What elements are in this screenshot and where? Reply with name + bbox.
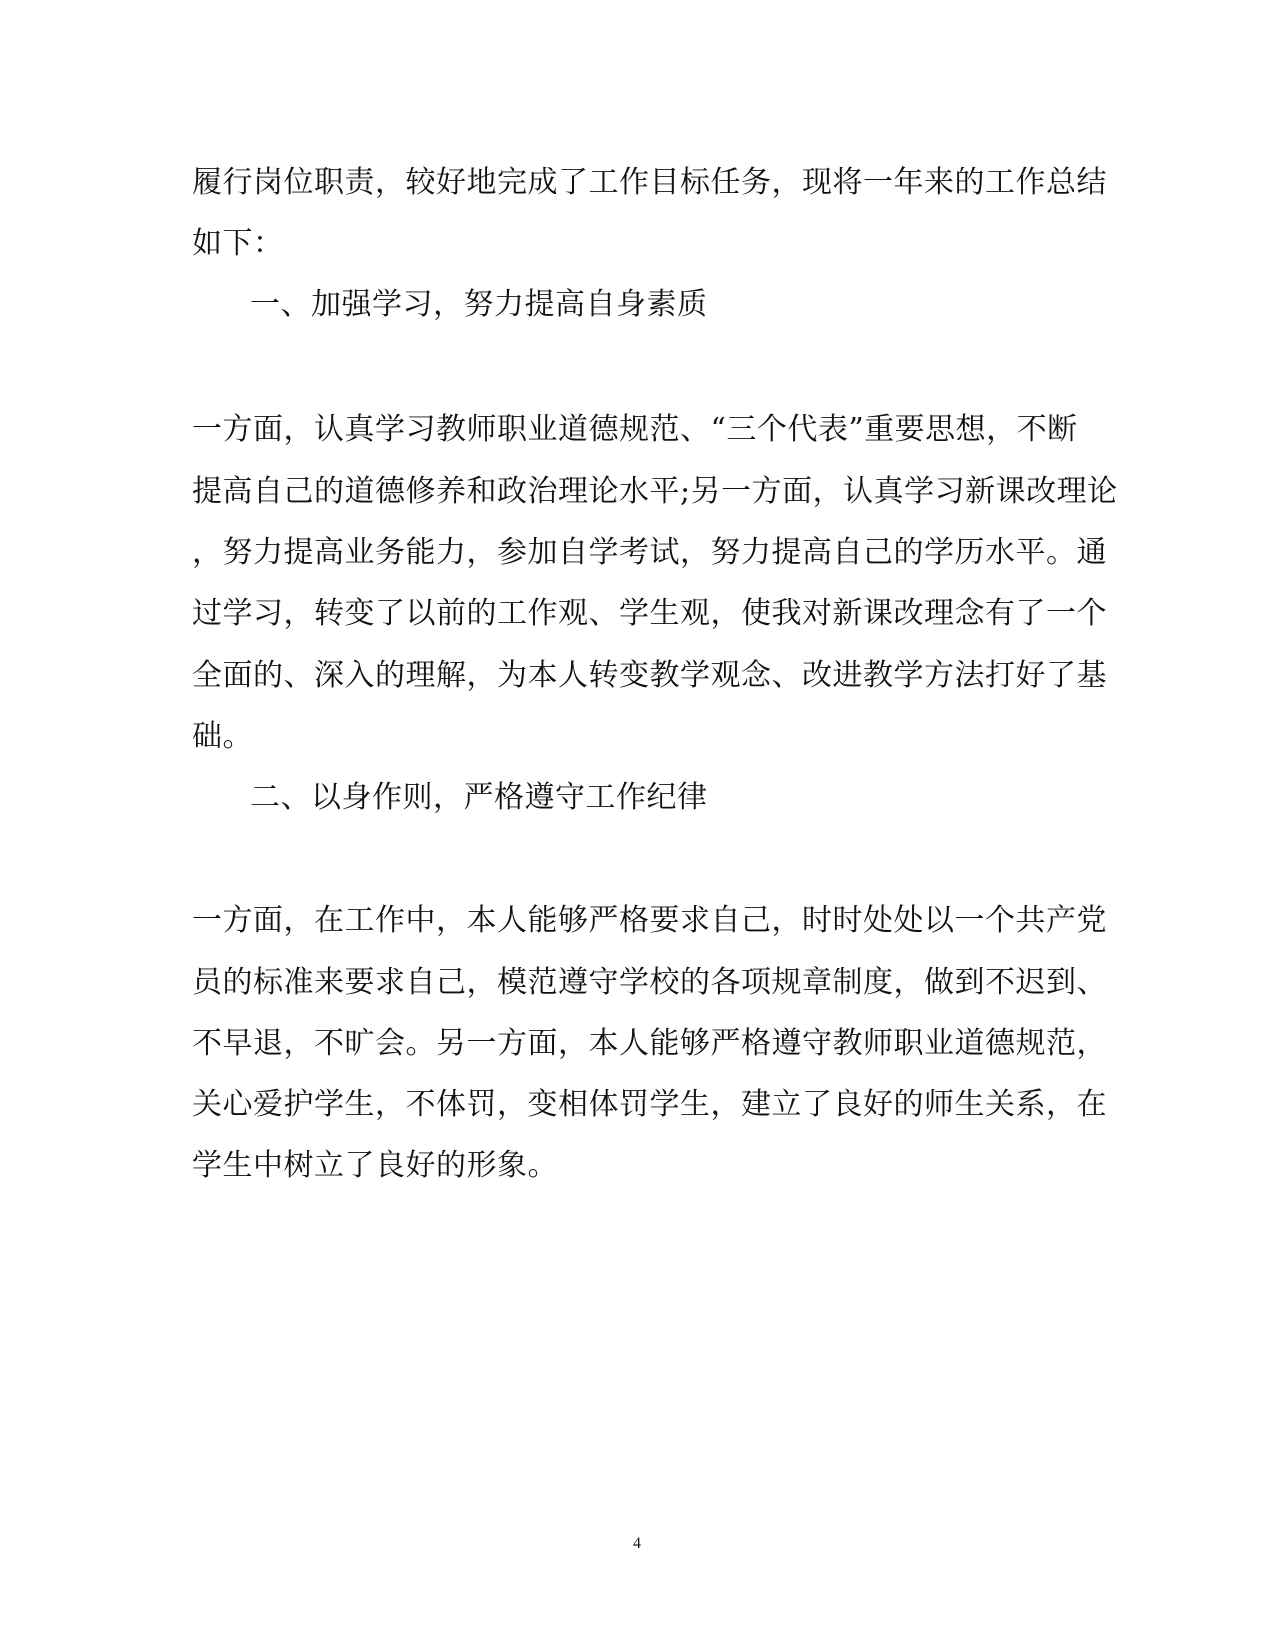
section-heading-1: 一、加强学习，努力提高自身素质 [250, 287, 708, 322]
section-heading-2: 二、以身作则，严格遵守工作纪律 [250, 780, 708, 815]
body-text-line: 员的标准来要求自己，模范遵守学校的各项规章制度，做到不迟到、 [192, 965, 1107, 1000]
body-text-line: 关心爱护学生，不体罚，变相体罚学生，建立了良好的师生关系，在 [192, 1087, 1107, 1122]
page-number: 4 [633, 1535, 641, 1552]
body-text-line: 过学习，转变了以前的工作观、学生观，使我对新课改理念有了一个 [192, 596, 1107, 631]
body-text-line: 一方面，在工作中，本人能够严格要求自己，时时处处以一个共产党 [192, 903, 1107, 938]
body-text-line: 如下： [192, 226, 284, 261]
body-text-line: 提高自己的道德修养和政治理论水平;另一方面，认真学习新课改理论 [192, 474, 1118, 509]
body-text-line: 不早退，不旷会。另一方面，本人能够严格遵守教师职业道德规范， [192, 1026, 1107, 1061]
body-text-line: 履行岗位职责，较好地完成了工作目标任务，现将一年来的工作总结 [192, 165, 1107, 200]
body-text-line: 础。 [192, 719, 253, 754]
body-text-line: 一方面，认真学习教师职业道德规范、“三个代表”重要思想，不断 [192, 412, 1078, 447]
body-text-line: 学生中树立了良好的形象。 [192, 1148, 558, 1183]
body-text-line: ，努力提高业务能力，参加自学考试，努力提高自己的学历水平。通 [192, 535, 1107, 570]
body-text-line: 全面的、深入的理解，为本人转变教学观念、改进教学方法打好了基 [192, 658, 1107, 693]
